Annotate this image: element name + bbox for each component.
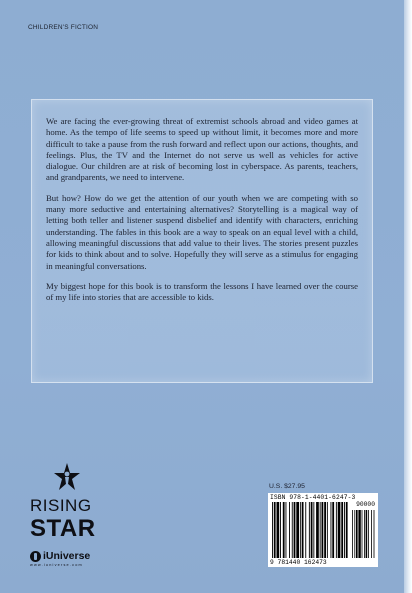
logo-rising-text: RISING [30, 496, 92, 515]
star-figure-icon [52, 462, 82, 492]
barcode-addon-bar [364, 510, 365, 558]
page-edge [404, 0, 412, 593]
barcode-bar [331, 502, 332, 558]
barcode-bar [324, 502, 326, 558]
barcode-bar [272, 502, 273, 558]
publisher-url: www.iuniverse.com [30, 563, 83, 567]
barcode-bar [294, 502, 296, 558]
barcode-bar [344, 502, 345, 558]
category-label: CHILDREN'S FICTION [28, 24, 99, 31]
price-label: U.S. $27.95 [269, 483, 305, 490]
barcode-bar [336, 502, 337, 558]
barcode-bar [302, 502, 304, 558]
barcode-bar [309, 502, 310, 558]
barcode-bar [338, 502, 341, 558]
barcode-addon-bar [368, 510, 369, 558]
barcode-bar [300, 502, 301, 558]
logo-star-text: STAR [30, 515, 96, 542]
barcode-bar [341, 502, 343, 558]
barcode-addon-bar [352, 510, 353, 558]
barcode-bar [327, 502, 328, 558]
barcode-bar [280, 502, 281, 558]
barcode-addon-bar [374, 510, 375, 558]
iuniverse-icon [30, 551, 41, 562]
barcode-addon-bar [356, 510, 358, 558]
blurb-paragraph-3: My biggest hope for this book is to transform the lessons I have learned over the course of my life into stories that are accessible to kids. [46, 280, 358, 303]
barcode-bar [277, 502, 280, 558]
publisher-name: iUniverse [43, 550, 91, 562]
barcode-addon-number: 90000 [356, 501, 375, 508]
barcode-bar [313, 502, 314, 558]
rising-star-logo [30, 462, 140, 572]
barcode-addon-bar [358, 510, 360, 558]
blurb-panel [31, 99, 373, 383]
barcode-addon-bar [362, 510, 363, 558]
blurb-paragraph-2: But how? How do we get the attention of our youth when we are competing with so many more seductive and entertaining alternatives? Storytelling is a magical way of letting both teller and listener suspend disbelief and identify with characters, enriching understanding. The fables in this book are a way to speak on an equal level with a child, allowing meaningful discussions that add value to their lives. The stories present puzzles for kids to think about and to solve. Hopefully they will serve as a stimulus for engaging in meaningful conversations. [46, 192, 358, 271]
barcode-addon-bar [366, 510, 368, 558]
isbn-number: ISBN 978-1-4401-6247-3 [270, 494, 356, 501]
barcode-bar [332, 502, 334, 558]
barcode-bar [311, 502, 313, 558]
barcode-bar [346, 502, 348, 558]
barcode-bar [296, 502, 299, 558]
barcode-bar [274, 502, 276, 558]
barcode-bar [320, 502, 321, 558]
barcode-bar [316, 502, 319, 558]
barcode-bar [305, 502, 306, 558]
barcode-bar [292, 502, 293, 558]
barcode-bar [289, 502, 290, 558]
barcode-bar [283, 502, 285, 558]
barcode-bar [322, 502, 324, 558]
barcode-addon-bar [354, 510, 355, 558]
iuniverse-logo [30, 550, 90, 562]
blurb-paragraph-1: We are facing the ever-growing threat of extremist schools abroad and video games at home. As the tempo of life seems to speed up without limit, it becomes more and more difficult to take a pause from the rush forward and reflect upon our actions, thoughts, and feelings. Plus, the TV and the Internet do not serve us well as vehicles for active dialogue. Our children are at risk of becoming lost in cyberspace. As parents, teachers, and grandparents, we need to intervene. [46, 116, 358, 183]
barcode-addon-bar [371, 510, 372, 558]
ean-number: 9 781440 162473 [270, 559, 327, 566]
isbn-barcode [268, 493, 378, 567]
barcode-bar [286, 502, 287, 558]
